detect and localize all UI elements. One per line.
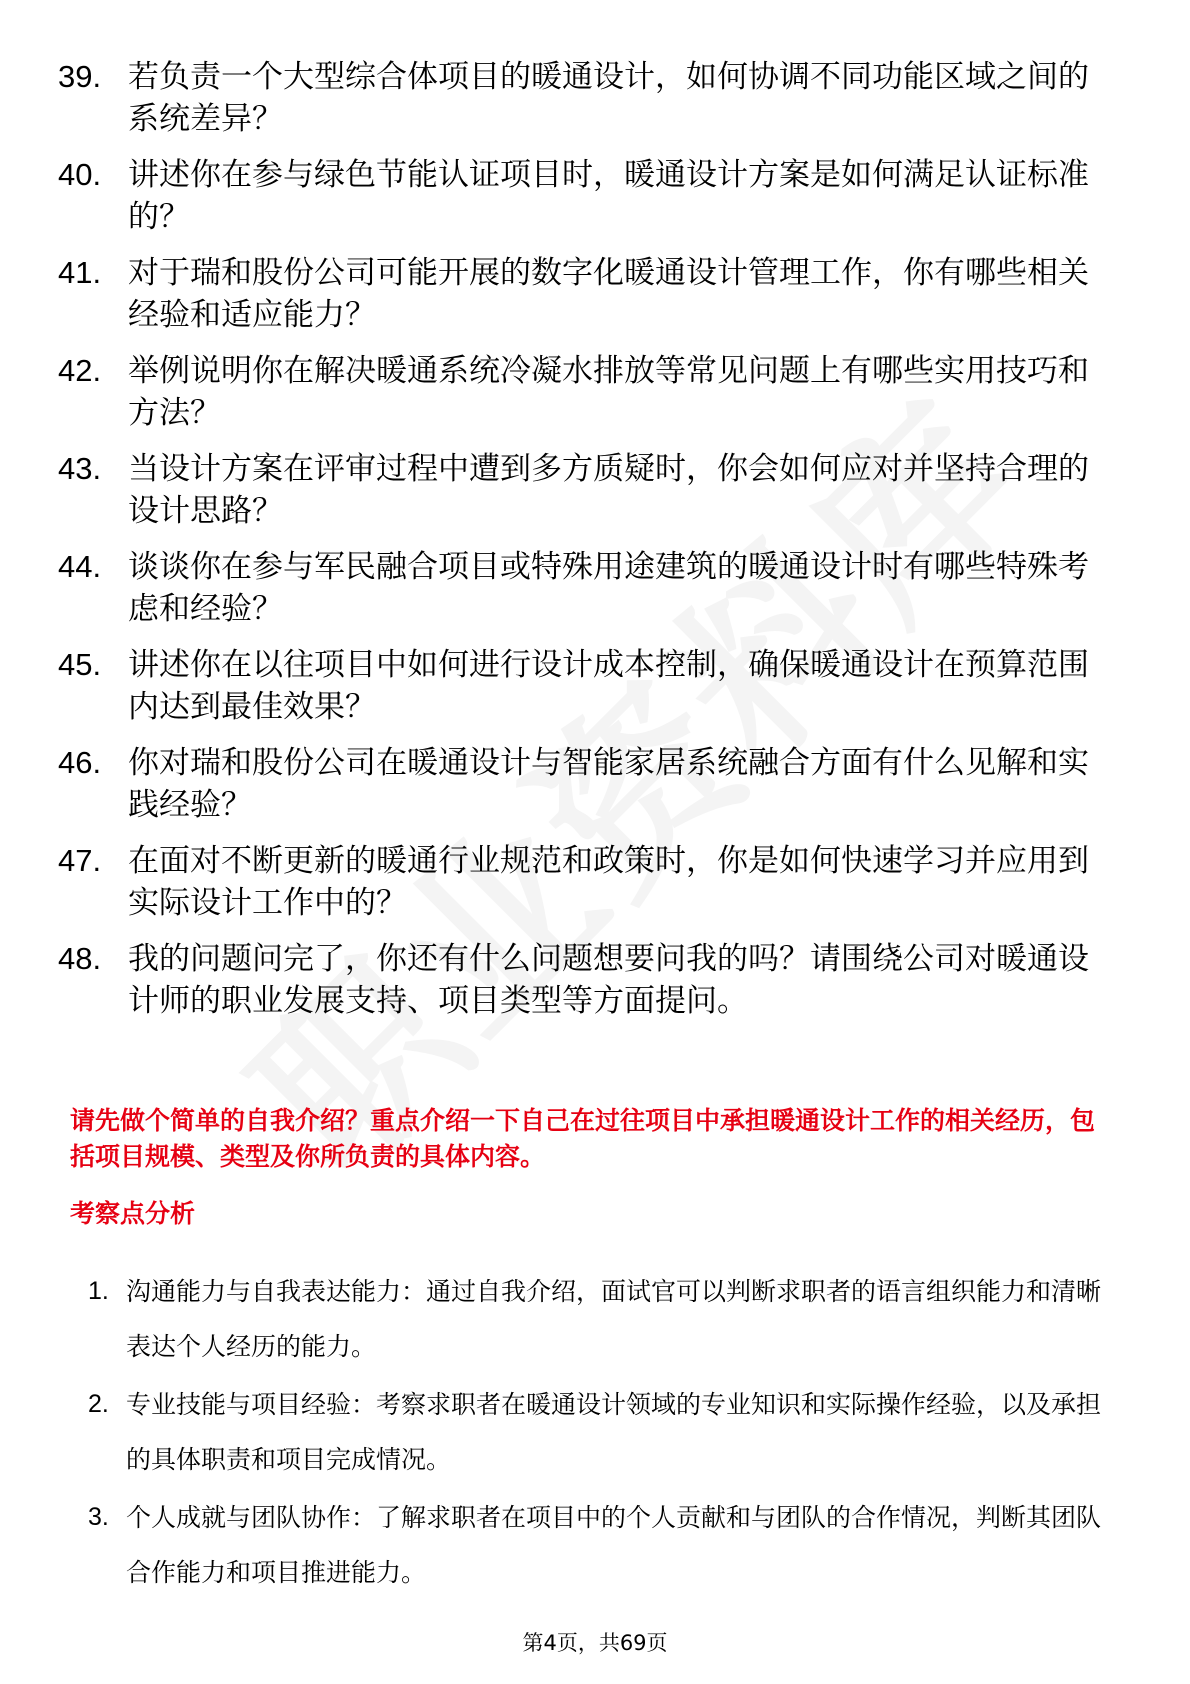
question-item (58, 154, 1118, 238)
question-text: 谈谈你在参与军民融合项目或特殊用途建筑的暖通设计时有哪些特殊考虑和经验？ (128, 549, 1089, 627)
question-text: 你对瑞和股份公司在暖通设计与智能家居系统融合方面有什么见解和实践经验？ (128, 745, 1089, 823)
question-number: 46. (58, 745, 102, 780)
question-number: 42. (58, 353, 102, 388)
question-number: 40. (58, 157, 102, 192)
question-number: 39. (58, 59, 102, 94)
analysis-item (88, 1264, 1108, 1374)
analysis-number: 2. (88, 1390, 109, 1418)
analysis-number: 1. (88, 1277, 109, 1305)
analysis-text: 个人成就与团队协作：了解求职者在项目中的个人贡献和与团队的合作情况，判断其团队合作能力和项目推进能力。 (126, 1503, 1102, 1587)
question-text: 举例说明你在解决暖通系统冷凝水排放等常见问题上有哪些实用技巧和方法？ (128, 353, 1089, 431)
question-text: 我的问题问完了，你还有什么问题想要问我的吗？请围绕公司对暖通设计师的职业发展支持、项目类型等方面提问。 (128, 941, 1089, 1019)
question-number: 48. (58, 941, 102, 976)
analysis-text: 专业技能与项目经验：考察求职者在暖通设计领域的专业知识和实际操作经验，以及承担的具体职责和项目完成情况。 (126, 1390, 1102, 1474)
analysis-text: 沟通能力与自我表达能力：通过自我介绍，面试官可以判断求职者的语言组织能力和清晰表达个人经历的能力。 (126, 1277, 1102, 1361)
question-text: 在面对不断更新的暖通行业规范和政策时，你是如何快速学习并应用到实际设计工作中的？ (128, 843, 1089, 921)
analysis-heading: 考察点分析 (70, 1199, 196, 1228)
analysis-item (88, 1377, 1108, 1487)
question-number: 47. (58, 843, 102, 878)
highlight-question: 请先做个简单的自我介绍？重点介绍一下自己在过往项目中承担暖通设计工作的相关经历，包括项目规模、类型及你所负责的具体内容。 (70, 1106, 1096, 1171)
analysis-number: 3. (88, 1503, 109, 1531)
question-text: 讲述你在参与绿色节能认证项目时，暖通设计方案是如何满足认证标准的？ (128, 157, 1089, 235)
question-item (58, 644, 1118, 728)
question-text: 讲述你在以往项目中如何进行设计成本控制，确保暖通设计在预算范围内达到最佳效果？ (128, 647, 1089, 725)
question-item (58, 252, 1118, 336)
question-item (58, 546, 1118, 630)
question-text: 若负责一个大型综合体项目的暖通设计，如何协调不同功能区域之间的系统差异？ (128, 59, 1089, 137)
question-number: 44. (58, 549, 102, 584)
question-item (58, 938, 1118, 1022)
question-item (58, 350, 1118, 434)
analysis-list (88, 1264, 1108, 1603)
question-item (58, 840, 1118, 924)
question-item (58, 742, 1118, 826)
question-text: 当设计方案在评审过程中遭到多方质疑时，你会如何应对并坚持合理的设计思路？ (128, 451, 1089, 529)
question-list (58, 56, 1118, 1036)
question-item (58, 448, 1118, 532)
question-number: 43. (58, 451, 102, 486)
analysis-item (88, 1490, 1108, 1600)
question-item (58, 56, 1118, 140)
question-number: 45. (58, 647, 102, 682)
question-text: 对于瑞和股份公司可能开展的数字化暖通设计管理工作，你有哪些相关经验和适应能力？ (128, 255, 1089, 333)
question-number: 41. (58, 255, 102, 290)
page-footer: 第4页，共69页 (522, 1631, 668, 1655)
